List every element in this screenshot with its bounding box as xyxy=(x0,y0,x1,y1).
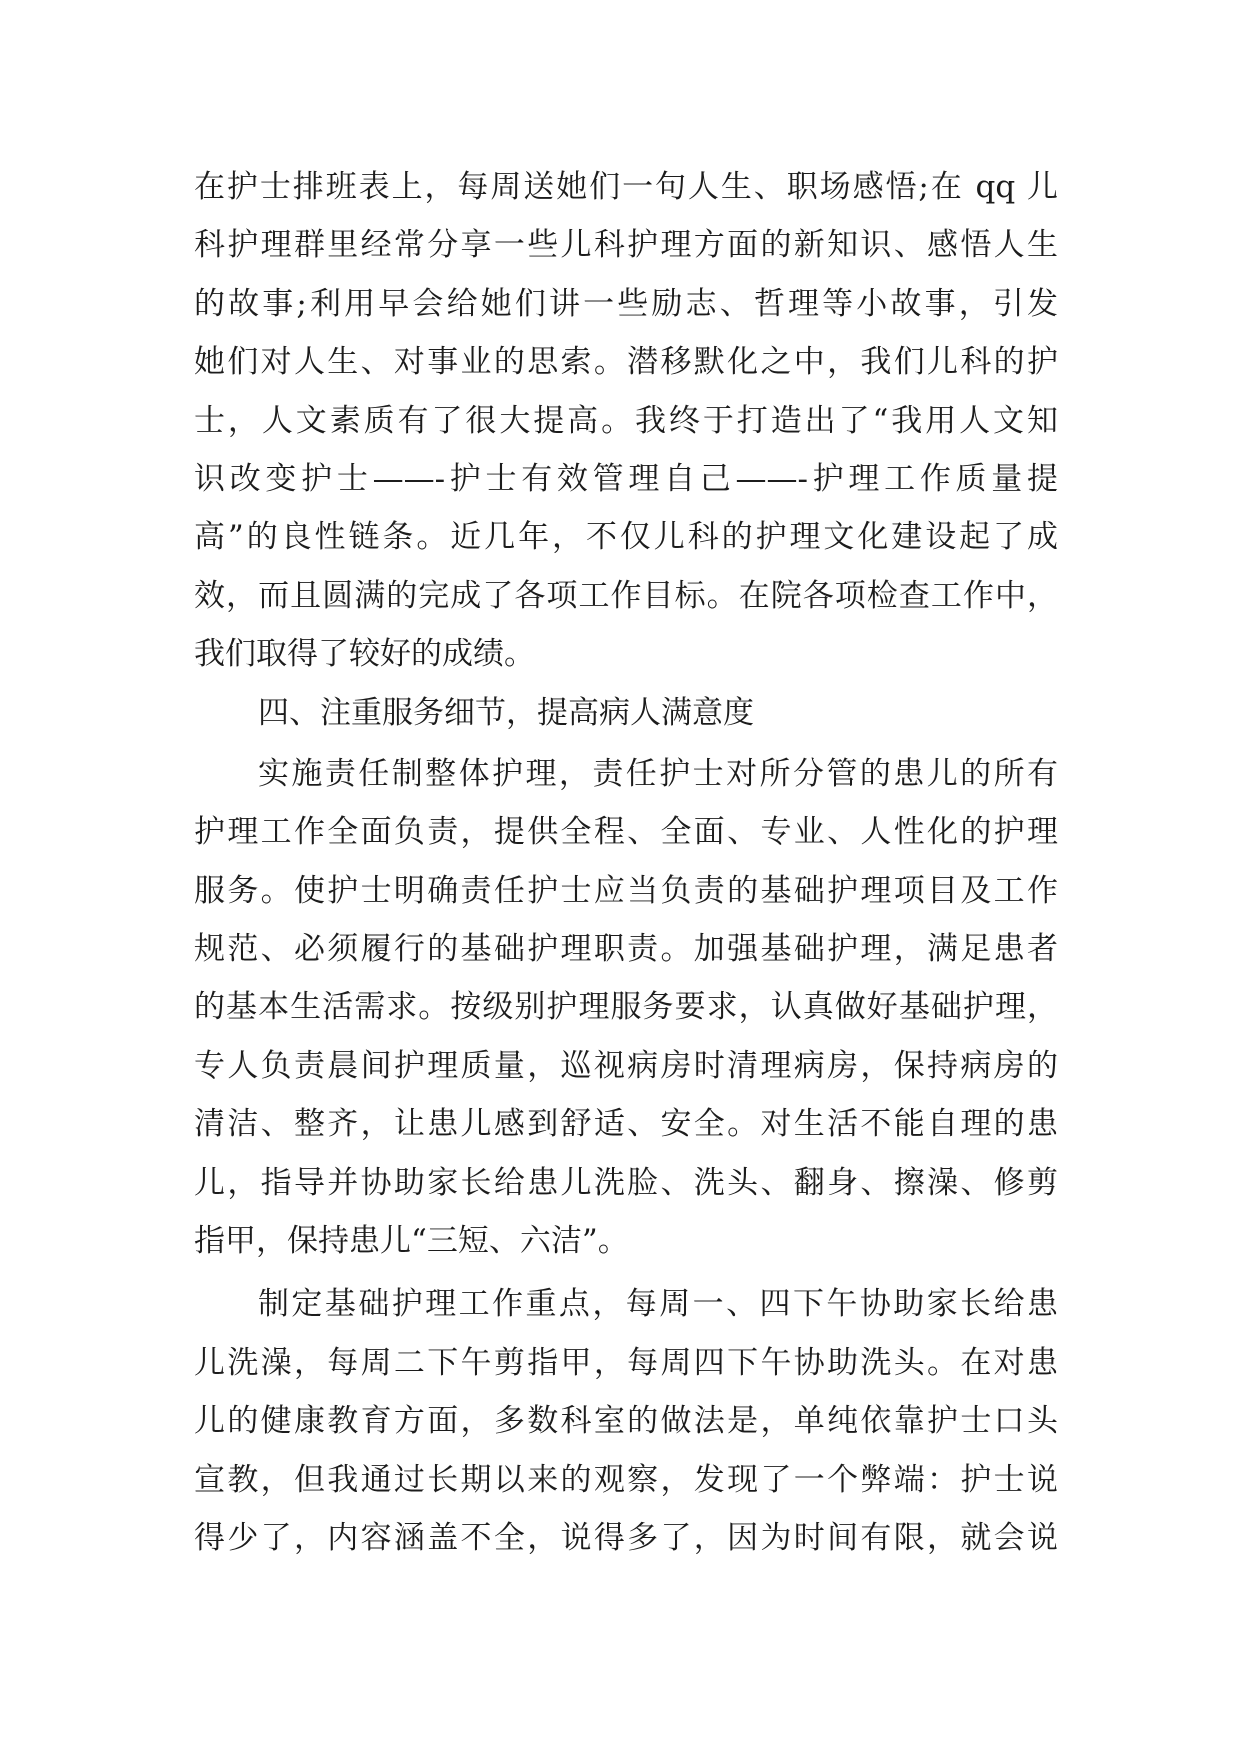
continued-paragraph xyxy=(194,158,1058,684)
paragraph-line: 高”的良性链条。近几年，不仅儿科的护理文化建设起了成 xyxy=(194,519,1058,556)
paragraph-line: 专人负责晨间护理质量，巡视病房时清理病房，保持病房的 xyxy=(194,1047,1058,1084)
paragraph-line: 她们对人生、对事业的思索。潜移默化之中，我们儿科的护 xyxy=(194,344,1058,381)
paragraph-line: 儿的健康教育方面，多数科室的做法是，单纯依靠护士口头 xyxy=(194,1403,1058,1440)
paragraph-line: 指甲，保持患儿“三短、六洁”。 xyxy=(194,1223,629,1260)
paragraph-line: 士，人文素质有了很大提高。我终于打造出了“我用人文知 xyxy=(194,402,1058,439)
paragraph-line: 儿，指导并协助家长给患儿洗脸、洗头、翻身、擦澡、修剪 xyxy=(194,1164,1058,1201)
paragraph xyxy=(194,745,1058,1271)
section-heading: 四、注重服务细节，提高病人满意度 xyxy=(258,694,754,731)
paragraph-line: 在护士排班表上，每周送她们一句人生、职场感悟;在 qq 儿 xyxy=(194,169,1058,205)
paragraph-line: 的基本生活需求。按级别护理服务要求，认真做好基础护理， xyxy=(194,989,1058,1026)
paragraph-line: 服务。使护士明确责任护士应当负责的基础护理项目及工作 xyxy=(194,872,1058,909)
paragraph-line: 效，而且圆满的完成了各项工作目标。在院各项检查工作中， xyxy=(194,577,1058,614)
paragraph-line: 的故事;利用早会给她们讲一些励志、哲理等小故事，引发 xyxy=(194,285,1058,322)
paragraph-line: 儿洗澡，每周二下午剪指甲，每周四下午协助洗头。在对患 xyxy=(194,1344,1058,1381)
paragraph-line: 宣教，但我通过长期以来的观察，发现了一个弊端：护士说 xyxy=(194,1461,1058,1498)
paragraph-line: 得少了，内容涵盖不全，说得多了，因为时间有限，就会说 xyxy=(194,1519,1058,1556)
body-text xyxy=(194,158,1058,1567)
paragraph-line: 制定基础护理工作重点，每周一、四下午协助家长给患 xyxy=(258,1286,1058,1323)
paragraph-line: 清洁、整齐，让患儿感到舒适、安全。对生活不能自理的患 xyxy=(194,1106,1058,1143)
paragraph-line: 科护理群里经常分享一些儿科护理方面的新知识、感悟人生 xyxy=(194,227,1058,264)
paragraph-line: 护理工作全面负责，提供全程、全面、专业、人性化的护理 xyxy=(194,814,1058,851)
paragraph-line: 我们取得了较好的成绩。 xyxy=(194,636,535,673)
paragraph xyxy=(194,1275,1058,1567)
paragraph-line: 实施责任制整体护理，责任护士对所分管的患儿的所有 xyxy=(258,755,1058,792)
paragraph-line: 规范、必须履行的基础护理职责。加强基础护理，满足患者 xyxy=(194,931,1058,968)
paragraph-line: 识改变护士——-护士有效管理自己——-护理工作质量提 xyxy=(194,460,1058,497)
